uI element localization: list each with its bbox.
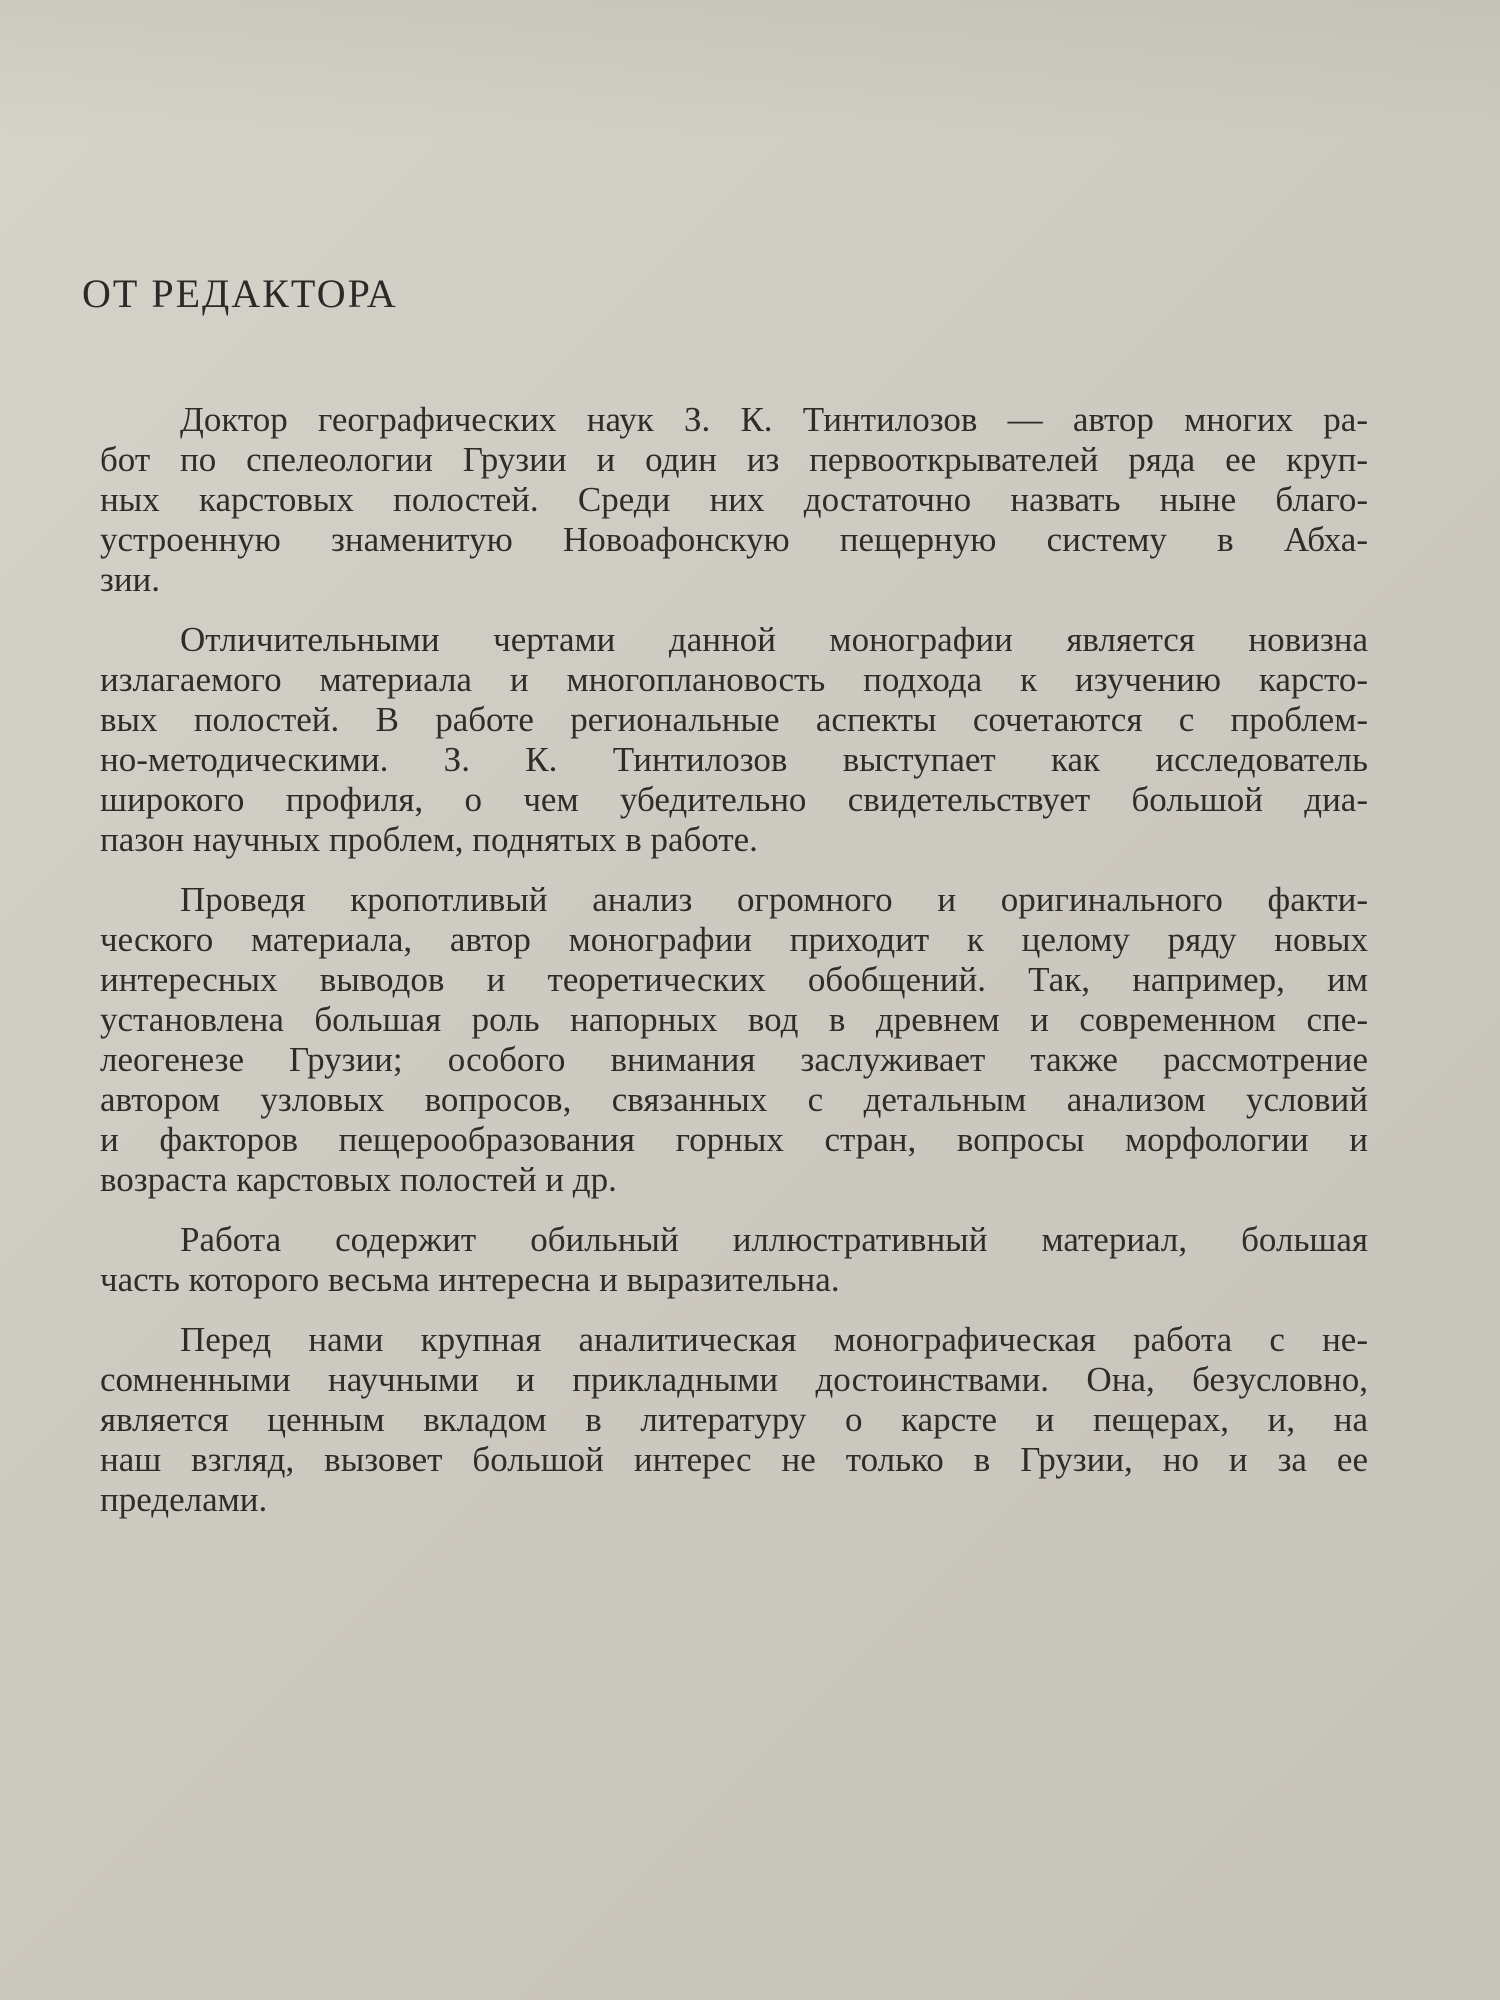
body-text <box>100 400 1368 1520</box>
text-line: пазон научных проблем, поднятых в работе. <box>100 820 758 859</box>
text-line: Проведя кропотливый анализ огромного и оригинального факти- <box>180 880 1368 919</box>
text-line: установлена большая роль напорных вод в древнем и современном спе- <box>100 1000 1368 1039</box>
text-line: Работа содержит обильный иллюстративный материал, большая <box>180 1220 1368 1259</box>
text-line: вых полостей. В работе региональные аспекты сочетаются с проблем- <box>100 700 1368 739</box>
text-line: зии. <box>100 560 161 599</box>
text-line: часть которого весьма интересна и выразительна. <box>100 1260 840 1299</box>
text-line: ных карстовых полостей. Среди них достаточно назвать ныне благо- <box>100 480 1368 519</box>
text-line: широкого профиля, о чем убедительно свидетельствует большой диа- <box>100 780 1368 819</box>
text-line: излагаемого материала и многоплановость подхода к изучению карсто- <box>100 660 1368 699</box>
page-shading <box>0 0 1500 140</box>
text-line: устроенную знаменитую Новоафонскую пещерную систему в Абха- <box>100 520 1368 559</box>
text-line: и факторов пещерообразования горных стран, вопросы морфологии и <box>100 1120 1368 1159</box>
text-line: возраста карстовых полостей и др. <box>100 1160 617 1199</box>
paragraph-4 <box>100 1220 1368 1300</box>
paragraph-1 <box>100 400 1368 600</box>
text-line: бот по спелеологии Грузии и один из первооткрывателей ряда ее круп- <box>100 440 1368 479</box>
text-line: автором узловых вопросов, связанных с детальным анализом условий <box>100 1080 1368 1119</box>
text-line: пределами. <box>100 1480 268 1519</box>
text-line: является ценным вкладом в литературу о карсте и пещерах, и, на <box>100 1400 1368 1439</box>
page-title: ОТ РЕДАКТОРА <box>82 271 398 316</box>
text-line: сомненными научными и прикладными достоинствами. Она, безусловно, <box>100 1360 1368 1399</box>
text-line: Доктор географических наук З. К. Тинтилозов — автор многих ра- <box>180 400 1368 439</box>
paragraph-2 <box>100 620 1368 860</box>
paragraph-3 <box>100 880 1368 1200</box>
text-line: но-методическими. З. К. Тинтилозов выступает как исследователь <box>100 740 1368 779</box>
text-line: интересных выводов и теоретических обобщений. Так, например, им <box>100 960 1368 999</box>
text-line: Отличительными чертами данной монографии является новизна <box>180 620 1368 659</box>
text-line: наш взгляд, вызовет большой интерес не только в Грузии, но и за ее <box>100 1440 1368 1479</box>
paragraph-5 <box>100 1320 1368 1520</box>
text-line: Перед нами крупная аналитическая монографическая работа с не- <box>180 1320 1368 1359</box>
text-line: леогенезе Грузии; особого внимания заслуживает также рассмотрение <box>100 1040 1368 1079</box>
text-line: ческого материала, автор монографии приходит к целому ряду новых <box>100 920 1368 959</box>
